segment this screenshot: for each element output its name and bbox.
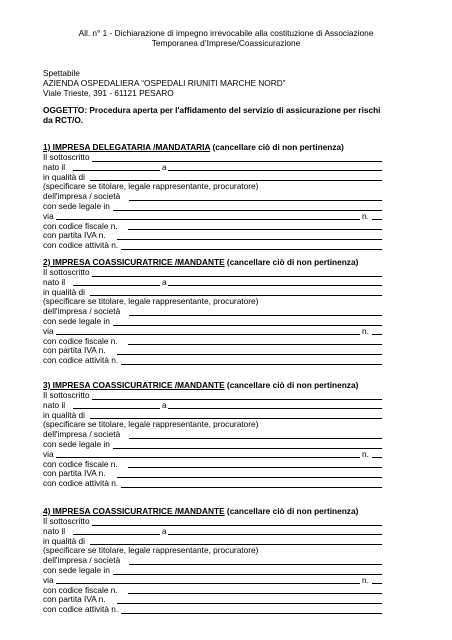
field-partita-iva-label: con partita IVA n. bbox=[43, 345, 106, 356]
field-luogo-label: a bbox=[162, 399, 167, 410]
field-codice-attivita-line[interactable] bbox=[121, 249, 382, 250]
subject-line-1: OGGETTO: Procedura aperta per l'affidamento del servizio di assicurazione per rischi bbox=[43, 105, 381, 115]
header-line-1: All. n° 1 - Dichiarazione di impegno irrevocabile alla costituzione di Associazione bbox=[78, 28, 374, 38]
field-sede-legale-line[interactable] bbox=[113, 448, 382, 449]
field-partita-iva-line[interactable] bbox=[117, 354, 382, 355]
field-codice-attivita-label: con codice attività n. bbox=[43, 355, 119, 366]
field-codice-fiscale-line[interactable] bbox=[128, 467, 382, 468]
field-partita-iva-line[interactable] bbox=[117, 603, 382, 604]
field-codice-attivita-label: con codice attività n. bbox=[43, 604, 119, 615]
section-note: (cancellare ciò di non pertinenza) bbox=[210, 142, 344, 152]
field-luogo-label: a bbox=[162, 276, 167, 287]
field-partita-iva-line[interactable] bbox=[117, 239, 382, 240]
field-nato-il-line[interactable] bbox=[73, 285, 160, 286]
field-partita-iva-line[interactable] bbox=[117, 477, 382, 478]
field-impresa-line[interactable] bbox=[129, 200, 382, 201]
field-nato-il-line[interactable] bbox=[73, 170, 160, 171]
field-sede-legale-label: con sede legale in bbox=[43, 565, 110, 575]
field-specificare-note-label: (specificare se titolare, legale rappresentante, procuratore) bbox=[43, 181, 259, 192]
field-partita-iva-label: con partita IVA n. bbox=[43, 468, 106, 479]
field-qualita-label: in qualità di bbox=[43, 171, 85, 182]
field-luogo-label: a bbox=[162, 161, 167, 172]
section-2-heading bbox=[43, 257, 358, 267]
field-nato-il-label: nato il bbox=[43, 276, 66, 287]
field-numero-line[interactable] bbox=[372, 457, 382, 458]
section-title: 3) IMPRESA COASSICURATRICE /MANDANTE bbox=[43, 380, 225, 390]
section-3-heading bbox=[43, 380, 358, 390]
field-numero-label: n. bbox=[362, 448, 369, 459]
field-codice-fiscale-label: con codice fiscale n. bbox=[43, 220, 118, 231]
addressee-label: Spettabile bbox=[43, 68, 80, 78]
field-codice-fiscale-label: con codice fiscale n. bbox=[43, 458, 118, 469]
field-codice-attivita-line[interactable] bbox=[121, 487, 382, 488]
addressee-name: AZIENDA OSPEDALIERA “OSPEDALI RIUNITI MARCHE NORD” bbox=[43, 78, 286, 88]
field-qualita-label: in qualità di bbox=[43, 409, 85, 420]
field-luogo-line[interactable] bbox=[168, 408, 382, 409]
field-via-label: via bbox=[43, 574, 54, 585]
field-numero-label: n. bbox=[362, 210, 369, 221]
field-specificare-note-label: (specificare se titolare, legale rappresentante, procuratore) bbox=[43, 296, 259, 307]
addressee-address: Viale Trieste, 391 - 61121 PESARO bbox=[43, 88, 174, 98]
section-title: 1) IMPRESA DELEGATARIA /MANDATARIA bbox=[43, 142, 211, 152]
field-nato-il-line[interactable] bbox=[73, 534, 160, 535]
header-line-2: Temporanea d’Imprese/Coassicurazione bbox=[151, 38, 301, 48]
field-nato-il-label: nato il bbox=[43, 525, 66, 536]
section-note: (cancellare ciò di non pertinenza) bbox=[224, 380, 359, 390]
field-sede-legale-line[interactable] bbox=[113, 210, 382, 211]
field-codice-fiscale-label: con codice fiscale n. bbox=[43, 584, 118, 595]
field-partita-iva-label: con partita IVA n. bbox=[43, 594, 106, 605]
section-4-heading bbox=[43, 506, 358, 516]
field-impresa-label: dell'impresa / società bbox=[43, 555, 121, 566]
field-nato-il-label: nato il bbox=[43, 161, 66, 172]
field-sede-legale-label: con sede legale in bbox=[43, 316, 110, 326]
field-impresa-label: dell'impresa / società bbox=[43, 191, 121, 202]
field-luogo-label: a bbox=[162, 525, 167, 536]
field-numero-line[interactable] bbox=[372, 583, 382, 584]
field-sottoscritto-label: Il sottoscritto bbox=[43, 390, 90, 400]
field-partita-iva-label: con partita IVA n. bbox=[43, 230, 106, 241]
field-sottoscritto-line[interactable] bbox=[92, 161, 382, 162]
section-title: 2) IMPRESA COASSICURATRICE /MANDANTE bbox=[43, 257, 225, 267]
field-numero-label: n. bbox=[362, 574, 369, 585]
field-sottoscritto-line[interactable] bbox=[92, 399, 382, 400]
section-title: 4) IMPRESA COASSICURATRICE /MANDANTE bbox=[43, 506, 225, 516]
subject-line-2: da RCT/O. bbox=[43, 115, 84, 125]
field-numero-line[interactable] bbox=[372, 219, 382, 220]
field-specificare-note-label: (specificare se titolare, legale rappresentante, procuratore) bbox=[43, 545, 259, 556]
field-qualita-label: in qualità di bbox=[43, 286, 85, 297]
field-via-label: via bbox=[43, 210, 54, 221]
field-sottoscritto-label: Il sottoscritto bbox=[43, 152, 90, 162]
section-1-heading bbox=[43, 142, 344, 152]
field-codice-fiscale-label: con codice fiscale n. bbox=[43, 335, 118, 346]
field-luogo-line[interactable] bbox=[168, 534, 382, 535]
field-codice-fiscale-line[interactable] bbox=[128, 344, 382, 345]
field-sottoscritto-line[interactable] bbox=[92, 276, 382, 277]
field-sede-legale-line[interactable] bbox=[113, 574, 382, 575]
field-impresa-label: dell'impresa / società bbox=[43, 429, 121, 440]
field-sottoscritto-line[interactable] bbox=[92, 525, 382, 526]
field-luogo-line[interactable] bbox=[168, 285, 382, 286]
field-impresa-label: dell'impresa / società bbox=[43, 306, 121, 317]
field-codice-attivita-label: con codice attività n. bbox=[43, 240, 119, 251]
field-codice-attivita-label: con codice attività n. bbox=[43, 478, 119, 489]
field-numero-line[interactable] bbox=[372, 334, 382, 335]
field-codice-attivita-line[interactable] bbox=[121, 613, 382, 614]
section-note: (cancellare ciò di non pertinenza) bbox=[224, 257, 359, 267]
field-codice-attivita-line[interactable] bbox=[121, 364, 382, 365]
field-codice-fiscale-line[interactable] bbox=[128, 593, 382, 594]
field-nato-il-label: nato il bbox=[43, 399, 66, 410]
field-sottoscritto-label: Il sottoscritto bbox=[43, 267, 90, 277]
field-sede-legale-label: con sede legale in bbox=[43, 439, 110, 449]
field-luogo-line[interactable] bbox=[168, 170, 382, 171]
field-impresa-line[interactable] bbox=[129, 438, 382, 439]
field-numero-label: n. bbox=[362, 325, 369, 336]
field-via-label: via bbox=[43, 448, 54, 459]
field-via-label: via bbox=[43, 325, 54, 336]
field-impresa-line[interactable] bbox=[129, 315, 382, 316]
field-codice-fiscale-line[interactable] bbox=[128, 229, 382, 230]
field-sottoscritto-label: Il sottoscritto bbox=[43, 516, 90, 526]
field-sede-legale-label: con sede legale in bbox=[43, 201, 110, 211]
field-impresa-line[interactable] bbox=[129, 564, 382, 565]
field-sede-legale-line[interactable] bbox=[113, 325, 382, 326]
section-note: (cancellare ciò di non pertinenza) bbox=[224, 506, 359, 516]
field-qualita-label: in qualità di bbox=[43, 535, 85, 546]
field-specificare-note-label: (specificare se titolare, legale rappresentante, procuratore) bbox=[43, 419, 259, 430]
field-nato-il-line[interactable] bbox=[73, 408, 160, 409]
